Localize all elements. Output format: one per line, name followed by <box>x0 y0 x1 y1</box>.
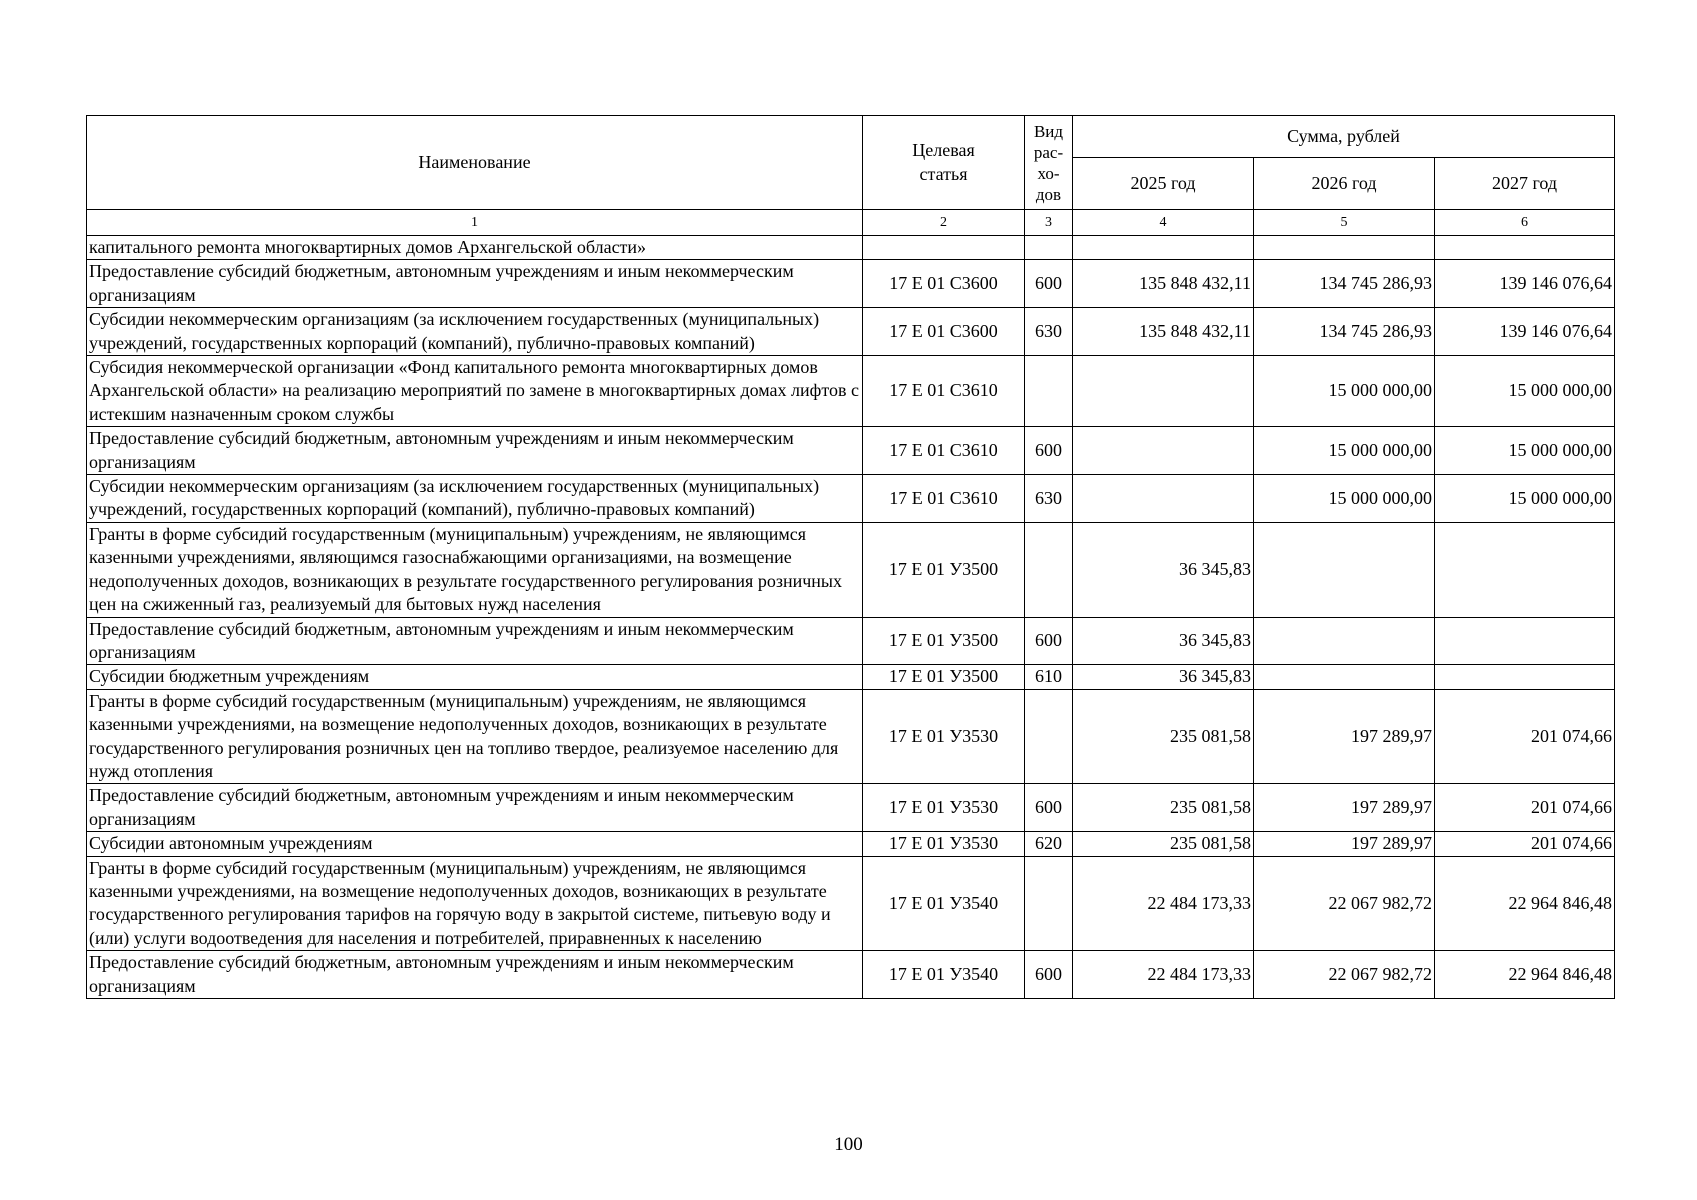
row-target-article: 17 Е 01 У3500 <box>863 522 1025 617</box>
row-target-article: 17 Е 01 У3540 <box>863 951 1025 999</box>
table-row <box>87 260 1615 308</box>
column-number: 6 <box>1435 210 1615 236</box>
row-amount-2027 <box>1435 522 1615 617</box>
row-amount-2027 <box>1435 236 1615 260</box>
row-amount-2027: 22 964 846,48 <box>1435 856 1615 951</box>
row-amount-2027: 22 964 846,48 <box>1435 951 1615 999</box>
row-amount-2027: 15 000 000,00 <box>1435 475 1615 523</box>
table-row <box>87 784 1615 832</box>
row-amount-2027: 201 074,66 <box>1435 784 1615 832</box>
header-name: Наименование <box>87 116 863 210</box>
row-amount-2026: 134 745 286,93 <box>1254 260 1435 308</box>
row-amount-2026: 15 000 000,00 <box>1254 475 1435 523</box>
row-amount-2025: 36 345,83 <box>1073 617 1254 665</box>
row-expense-type: 620 <box>1025 832 1073 856</box>
column-number: 4 <box>1073 210 1254 236</box>
row-amount-2025: 235 081,58 <box>1073 784 1254 832</box>
row-target-article: 17 Е 01 У3500 <box>863 617 1025 665</box>
row-expense-type <box>1025 689 1073 784</box>
row-name: Гранты в форме субсидий государственным (муниципальным) учреждениям, не являющимся казенными учреждениями, на возмещение недополученных доходов, возникающих в результате государственного регулирования тарифов на горячую воду в закрытой системе, питьевую воду и (или) услуги водоотведения для населения и потребителей, приравненных к населению <box>87 856 863 951</box>
row-name: Предоставление субсидий бюджетным, автономным учреждениям и иным некоммерческим организациям <box>87 260 863 308</box>
row-amount-2026 <box>1254 236 1435 260</box>
row-expense-type <box>1025 522 1073 617</box>
table-row <box>87 689 1615 784</box>
table-row <box>87 856 1615 951</box>
table-row <box>87 356 1615 427</box>
row-amount-2025 <box>1073 356 1254 427</box>
row-amount-2025: 235 081,58 <box>1073 689 1254 784</box>
row-expense-type: 630 <box>1025 475 1073 523</box>
table-row <box>87 617 1615 665</box>
row-target-article: 17 Е 01 С3610 <box>863 475 1025 523</box>
row-amount-2026 <box>1254 522 1435 617</box>
row-name: Предоставление субсидий бюджетным, автономным учреждениям и иным некоммерческим организациям <box>87 951 863 999</box>
row-target-article: 17 Е 01 С3600 <box>863 260 1025 308</box>
row-expense-type: 610 <box>1025 665 1073 689</box>
row-target-article: 17 Е 01 У3530 <box>863 689 1025 784</box>
table-body <box>87 236 1615 999</box>
row-amount-2027: 15 000 000,00 <box>1435 356 1615 427</box>
header-expense-type-line: рас- <box>1033 142 1064 162</box>
row-name: Предоставление субсидий бюджетным, автономным учреждениям и иным некоммерческим организациям <box>87 784 863 832</box>
row-expense-type <box>1025 236 1073 260</box>
row-amount-2025: 36 345,83 <box>1073 522 1254 617</box>
row-amount-2025 <box>1073 475 1254 523</box>
row-target-article <box>863 236 1025 260</box>
row-target-article: 17 Е 01 У3500 <box>863 665 1025 689</box>
header-year-2026: 2026 год <box>1254 158 1435 210</box>
header-expense-type-line: хо- <box>1037 163 1060 183</box>
table-row <box>87 665 1615 689</box>
row-name: Предоставление субсидий бюджетным, автономным учреждениям и иным некоммерческим организациям <box>87 427 863 475</box>
row-expense-type <box>1025 356 1073 427</box>
column-number: 3 <box>1025 210 1073 236</box>
header-year-2027: 2027 год <box>1435 158 1615 210</box>
header-target-article <box>863 116 1025 210</box>
table-row <box>87 236 1615 260</box>
row-target-article: 17 Е 01 У3530 <box>863 784 1025 832</box>
table-row <box>87 951 1615 999</box>
row-expense-type: 600 <box>1025 260 1073 308</box>
row-expense-type: 630 <box>1025 308 1073 356</box>
row-amount-2026 <box>1254 665 1435 689</box>
column-number: 1 <box>87 210 863 236</box>
row-target-article: 17 Е 01 С3610 <box>863 356 1025 427</box>
row-amount-2027 <box>1435 617 1615 665</box>
header-expense-type-line: Вид <box>1033 121 1064 141</box>
row-target-article: 17 Е 01 С3610 <box>863 427 1025 475</box>
header-expense-type-line: дов <box>1035 184 1062 204</box>
row-target-article: 17 Е 01 У3530 <box>863 832 1025 856</box>
column-number: 5 <box>1254 210 1435 236</box>
row-name: Гранты в форме субсидий государственным (муниципальным) учреждениям, не являющимся казенными учреждениями, являющимся газоснабжающими организациями, на возмещение недополученных доходов, возникающих в результате государственного регулирования розничных цен на сжиженный газ, реализуемый для бытовых нужд населения <box>87 522 863 617</box>
table-row <box>87 832 1615 856</box>
row-amount-2026: 15 000 000,00 <box>1254 356 1435 427</box>
row-amount-2026 <box>1254 617 1435 665</box>
column-number: 2 <box>863 210 1025 236</box>
row-amount-2026: 22 067 982,72 <box>1254 856 1435 951</box>
row-name: капитального ремонта многоквартирных домов Архангельской области» <box>87 236 863 260</box>
row-expense-type: 600 <box>1025 951 1073 999</box>
row-amount-2025: 36 345,83 <box>1073 665 1254 689</box>
row-name: Субсидии некоммерческим организациям (за исключением государственных (муниципальных) учреждений, государственных корпораций (компаний), публично-правовых компаний) <box>87 475 863 523</box>
row-amount-2027: 15 000 000,00 <box>1435 427 1615 475</box>
header-sum: Сумма, рублей <box>1073 116 1615 158</box>
row-name: Предоставление субсидий бюджетным, автономным учреждениям и иным некоммерческим организациям <box>87 617 863 665</box>
row-amount-2025: 135 848 432,11 <box>1073 260 1254 308</box>
row-expense-type: 600 <box>1025 617 1073 665</box>
row-expense-type: 600 <box>1025 427 1073 475</box>
row-name: Субсидии некоммерческим организациям (за исключением государственных (муниципальных) учреждений, государственных корпораций (компаний), публично-правовых компаний) <box>87 308 863 356</box>
budget-table <box>86 115 1615 999</box>
header-expense-type <box>1025 116 1073 210</box>
row-amount-2026: 134 745 286,93 <box>1254 308 1435 356</box>
row-amount-2027 <box>1435 665 1615 689</box>
row-expense-type: 600 <box>1025 784 1073 832</box>
row-amount-2026: 15 000 000,00 <box>1254 427 1435 475</box>
row-name: Субсидия некоммерческой организации «Фонд капитального ремонта многоквартирных домов Архангельской области» на реализацию мероприятий по замене в многоквартирных домах лифтов с истекшим назначенным сроком службы <box>87 356 863 427</box>
header-year-2025: 2025 год <box>1073 158 1254 210</box>
table-row <box>87 308 1615 356</box>
row-amount-2026: 22 067 982,72 <box>1254 951 1435 999</box>
row-target-article: 17 Е 01 У3540 <box>863 856 1025 951</box>
table-row <box>87 475 1615 523</box>
page-number: 100 <box>834 1134 863 1155</box>
row-expense-type <box>1025 856 1073 951</box>
row-amount-2025: 235 081,58 <box>1073 832 1254 856</box>
row-amount-2027: 139 146 076,64 <box>1435 260 1615 308</box>
row-amount-2027: 201 074,66 <box>1435 689 1615 784</box>
row-amount-2026: 197 289,97 <box>1254 784 1435 832</box>
row-name: Субсидии бюджетным учреждениям <box>87 665 863 689</box>
row-amount-2027: 201 074,66 <box>1435 832 1615 856</box>
table-row <box>87 522 1615 617</box>
row-target-article: 17 Е 01 С3600 <box>863 308 1025 356</box>
row-name: Субсидии автономным учреждениям <box>87 832 863 856</box>
header-target-article-label: Целевая статья <box>912 140 975 184</box>
row-amount-2025 <box>1073 427 1254 475</box>
table-row <box>87 427 1615 475</box>
row-amount-2025 <box>1073 236 1254 260</box>
row-amount-2025: 22 484 173,33 <box>1073 856 1254 951</box>
row-amount-2027: 139 146 076,64 <box>1435 308 1615 356</box>
row-name: Гранты в форме субсидий государственным (муниципальным) учреждениям, не являющимся казенными учреждениями, на возмещение недополученных доходов, возникающих в результате государственного регулирования розничных цен на топливо твердое, реализуемое населению для нужд отопления <box>87 689 863 784</box>
row-amount-2026: 197 289,97 <box>1254 832 1435 856</box>
row-amount-2026: 197 289,97 <box>1254 689 1435 784</box>
row-amount-2025: 135 848 432,11 <box>1073 308 1254 356</box>
row-amount-2025: 22 484 173,33 <box>1073 951 1254 999</box>
